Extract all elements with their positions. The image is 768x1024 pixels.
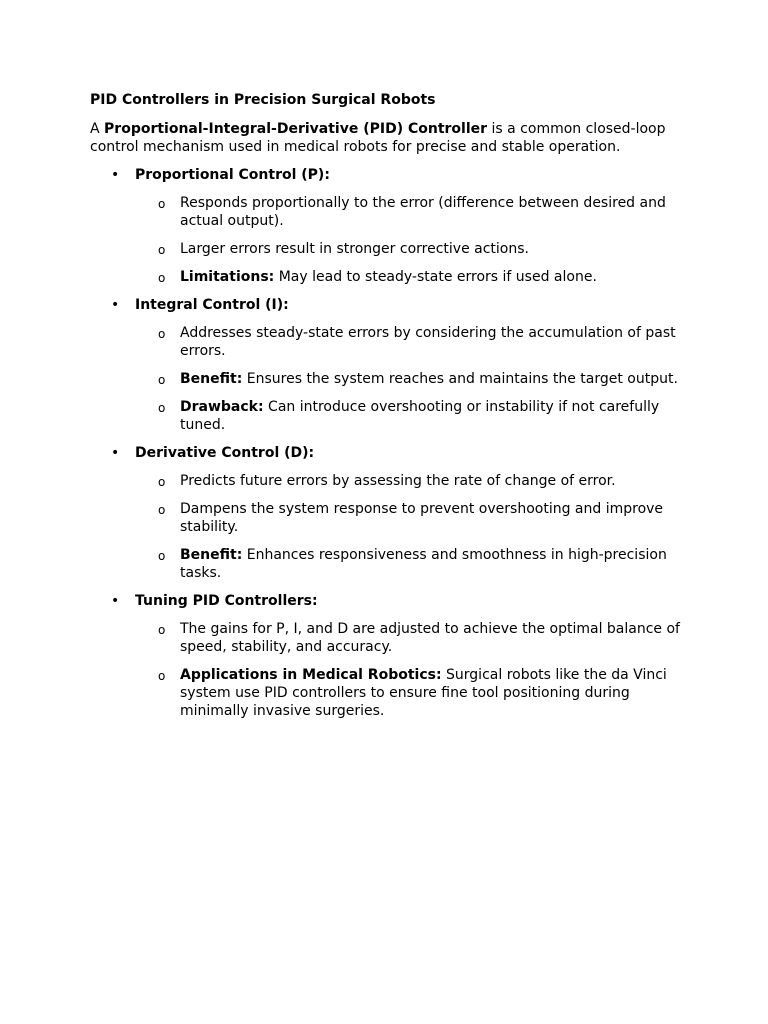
sub-list-item bbox=[135, 240, 690, 258]
item-text: The gains for P, I, and D are adjusted to achieve the optimal balance of speed, stability, and accuracy. bbox=[180, 621, 680, 655]
sub-list-item bbox=[135, 620, 690, 656]
section-item bbox=[90, 444, 690, 582]
bullet-dot-icon: • bbox=[111, 297, 120, 313]
sub-list-item bbox=[135, 194, 690, 230]
section-item bbox=[90, 592, 690, 720]
bullet-circle-icon: o bbox=[158, 243, 166, 257]
sub-list bbox=[135, 324, 690, 434]
intro-bold-term: Proportional-Integral-Derivative (PID) Controller bbox=[104, 121, 488, 137]
document-body bbox=[90, 91, 690, 730]
item-text: Enhances responsiveness and smoothness in high-precision tasks. bbox=[180, 547, 667, 581]
item-label: Benefit: bbox=[180, 547, 243, 563]
sub-list-item bbox=[135, 500, 690, 536]
bullet-circle-icon: o bbox=[158, 401, 166, 415]
bullet-dot-icon: • bbox=[111, 167, 120, 183]
bullet-circle-icon: o bbox=[158, 327, 166, 341]
sub-list-item bbox=[135, 398, 690, 434]
intro-prefix: A bbox=[90, 121, 105, 137]
item-label: Limitations: bbox=[180, 269, 275, 285]
item-text: Dampens the system response to prevent overshooting and improve stability. bbox=[180, 501, 664, 535]
bullet-circle-icon: o bbox=[158, 669, 166, 683]
sub-list-item bbox=[135, 666, 690, 720]
section-heading: Integral Control (I): bbox=[135, 297, 289, 313]
intro-paragraph bbox=[90, 120, 690, 156]
bullet-circle-icon: o bbox=[158, 475, 166, 489]
item-text: May lead to steady-state errors if used alone. bbox=[274, 269, 597, 285]
sub-list-item bbox=[135, 268, 690, 286]
sub-list bbox=[135, 472, 690, 582]
section-item bbox=[90, 296, 690, 434]
intro-suffix: is a common closed-loop control mechanism used in medical robots for precise and stable operation. bbox=[90, 121, 666, 155]
bullet-circle-icon: o bbox=[158, 623, 166, 637]
bullet-circle-icon: o bbox=[158, 271, 166, 285]
item-label: Benefit: bbox=[180, 371, 243, 387]
bullet-dot-icon: • bbox=[111, 445, 120, 461]
item-text: Can introduce overshooting or instability if not carefully tuned. bbox=[180, 399, 660, 433]
sub-list-item bbox=[135, 324, 690, 360]
sub-list bbox=[135, 194, 690, 286]
item-text: Ensures the system reaches and maintains the target output. bbox=[242, 371, 678, 387]
bullet-circle-icon: o bbox=[158, 197, 166, 211]
section-item bbox=[90, 166, 690, 286]
item-text: Larger errors result in stronger corrective actions. bbox=[180, 241, 529, 257]
item-text: Addresses steady-state errors by considering the accumulation of past errors. bbox=[180, 325, 676, 359]
bullet-circle-icon: o bbox=[158, 549, 166, 563]
bullet-circle-icon: o bbox=[158, 373, 166, 387]
item-text: Surgical robots like the da Vinci system use PID controllers to ensure fine tool positioning during minimally invasive surgeries. bbox=[180, 667, 667, 719]
sub-list-item bbox=[135, 546, 690, 582]
bullet-circle-icon: o bbox=[158, 503, 166, 517]
item-text: Predicts future errors by assessing the rate of change of error. bbox=[180, 473, 616, 489]
sub-list-item bbox=[135, 472, 690, 490]
section-heading: Proportional Control (P): bbox=[135, 167, 330, 183]
sections-list bbox=[90, 166, 690, 720]
item-label: Applications in Medical Robotics: bbox=[180, 667, 442, 683]
item-label: Drawback: bbox=[180, 399, 264, 415]
item-text: Responds proportionally to the error (difference between desired and actual output). bbox=[180, 195, 666, 229]
bullet-dot-icon: • bbox=[111, 593, 120, 609]
section-heading: Tuning PID Controllers: bbox=[135, 593, 318, 609]
document-title: PID Controllers in Precision Surgical Robots bbox=[90, 92, 436, 108]
section-heading: Derivative Control (D): bbox=[135, 445, 315, 461]
sub-list bbox=[135, 620, 690, 720]
sub-list-item bbox=[135, 370, 690, 388]
